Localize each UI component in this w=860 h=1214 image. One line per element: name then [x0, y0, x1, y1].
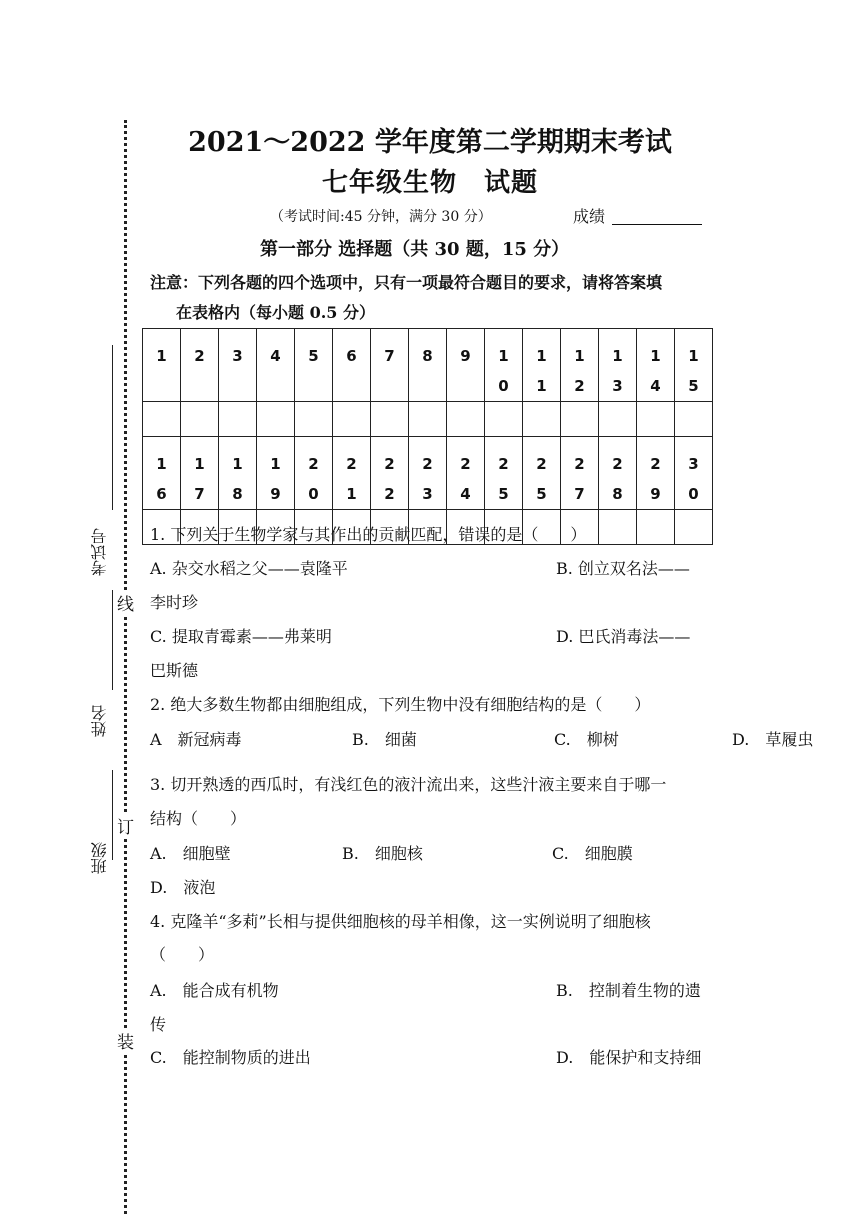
q1-option-d: D. 巴氏消毒法—— [556, 627, 691, 646]
q1-option-d-cont: 巴斯德 [150, 661, 199, 680]
binding-line-char: 线 [117, 590, 134, 615]
answer-cell[interactable] [485, 402, 523, 437]
notice-line-1: 注意：下列各题的四个选项中，只有一项最符合题目的要求，请将答案填 [150, 273, 663, 292]
answer-number-cell: 22 [371, 437, 409, 510]
answer-number-cell: 9 [447, 329, 485, 402]
q2-option-b: B. 细菌 [352, 730, 417, 749]
exam-info: （考试时间:45 分钟，满分 30 分） [270, 209, 492, 225]
q4-option-c: C. 能控制物质的进出 [150, 1048, 311, 1067]
notice [150, 268, 725, 328]
notice-line-2: 在表格内（每小题 0.5 分） [176, 303, 375, 322]
answer-number-cell: 21 [333, 437, 371, 510]
answer-cell[interactable] [599, 402, 637, 437]
q3-stem: 3. 切开熟透的西瓜时，有浅红色的液汁流出来，这些汁液主要来自于哪一 [150, 775, 667, 794]
q4-option-d: D. 能保护和支持细 [556, 1048, 702, 1067]
score-blank[interactable] [612, 224, 702, 225]
answer-cell[interactable] [637, 510, 675, 545]
answer-cell[interactable] [143, 402, 181, 437]
answer-number-cell: 14 [637, 329, 675, 402]
answer-number-cell: 25 [485, 437, 523, 510]
name-label: 姓名 [90, 705, 109, 737]
class-label: 班级 [90, 842, 109, 874]
binding-ding-char: 订 [117, 813, 134, 838]
exam-title: 2021～2022 学年度第二学期期末考试 [188, 127, 672, 158]
answer-number-cell: 2 [181, 329, 219, 402]
answer-number-cell: 15 [675, 329, 713, 402]
q4-option-b-cont: 传 [150, 1015, 167, 1034]
answer-number-cell: 10 [485, 329, 523, 402]
answer-number-cell: 29 [637, 437, 675, 510]
answer-number-cell: 11 [523, 329, 561, 402]
answer-number-cell: 27 [561, 437, 599, 510]
answer-number-cell: 18 [219, 437, 257, 510]
q1-option-b-cont: 李时珍 [150, 593, 199, 612]
answer-cell[interactable] [675, 402, 713, 437]
exam-no-label: 考试号 [90, 528, 109, 576]
answer-number-cell: 24 [447, 437, 485, 510]
answer-number-cell: 12 [561, 329, 599, 402]
q4-option-a: A. 能合成有机物 [150, 981, 279, 1000]
answer-number-cell: 30 [675, 437, 713, 510]
answer-cell[interactable] [333, 402, 371, 437]
answer-cell[interactable] [371, 402, 409, 437]
answer-number-cell: 1 [143, 329, 181, 402]
answer-cell[interactable] [447, 402, 485, 437]
answer-number-cell: 19 [257, 437, 295, 510]
exam-subtitle: 七年级生物 试题 [321, 168, 538, 198]
answer-number-cell: 17 [181, 437, 219, 510]
answer-cell[interactable] [561, 402, 599, 437]
answer-cell[interactable] [181, 402, 219, 437]
answer-number-cell: 16 [143, 437, 181, 510]
answer-number-cell: 5 [295, 329, 333, 402]
answer-number-cell: 20 [295, 437, 333, 510]
answer-number-cell: 13 [599, 329, 637, 402]
binding-zhuang-char: 装 [117, 1028, 134, 1053]
answer-number-cell: 7 [371, 329, 409, 402]
q3-option-c: C. 细胞膜 [552, 844, 633, 863]
answer-cell[interactable] [523, 402, 561, 437]
answer-number-cell: 4 [257, 329, 295, 402]
score-label: 成绩 [573, 207, 606, 226]
q3-option-d: D. 液泡 [150, 878, 216, 897]
answer-number-cell: 23 [409, 437, 447, 510]
q2-option-c: C. 柳树 [554, 730, 619, 749]
answer-number-cell: 25 [523, 437, 561, 510]
answer-cell[interactable] [675, 510, 713, 545]
answer-blank-row [143, 402, 713, 437]
answer-number-cell: 8 [409, 329, 447, 402]
q1-option-b: B. 创立双名法—— [556, 559, 690, 578]
answer-cell[interactable] [637, 402, 675, 437]
q2-option-a: A 新冠病毒 [150, 730, 242, 749]
q1-option-c: C. 提取青霉素——弗莱明 [150, 627, 332, 646]
answer-cell[interactable] [295, 402, 333, 437]
answer-number-cell: 28 [599, 437, 637, 510]
part-title: 第一部分 选择题（共 30 题，15 分） [260, 239, 570, 260]
answer-number-cell: 3 [219, 329, 257, 402]
q4-stem: 4. 克隆羊“多莉”长相与提供细胞核的母羊相像，这一实例说明了细胞核 [150, 912, 651, 931]
answer-number-row [143, 329, 713, 402]
answer-number-row [143, 437, 713, 510]
q3-option-b: B. 细胞核 [342, 844, 423, 863]
answer-cell[interactable] [599, 510, 637, 545]
answer-number-cell: 6 [333, 329, 371, 402]
name-rule [112, 590, 113, 690]
q2-option-d: D. 草履虫 [732, 730, 814, 749]
class-rule [112, 770, 113, 860]
answer-cell[interactable] [219, 402, 257, 437]
answer-cell[interactable] [409, 402, 447, 437]
q1-stem: 1. 下列关于生物学家与其作出的贡献匹配，错误的是（ ） [150, 525, 587, 544]
exam-no-rule [112, 345, 113, 510]
answer-table [142, 328, 713, 545]
q3-option-a: A. 细胞壁 [150, 844, 231, 863]
q1-option-a: A. 杂交水稻之父——袁隆平 [150, 559, 348, 578]
q4-stem-cont: （ ） [150, 945, 215, 964]
answer-cell[interactable] [257, 402, 295, 437]
q2-stem: 2. 绝大多数生物都由细胞组成，下列生物中没有细胞结构的是（ ） [150, 695, 651, 714]
q4-option-b: B. 控制着生物的遗 [556, 981, 701, 1000]
q3-stem-cont: 结构（ ） [150, 809, 247, 828]
